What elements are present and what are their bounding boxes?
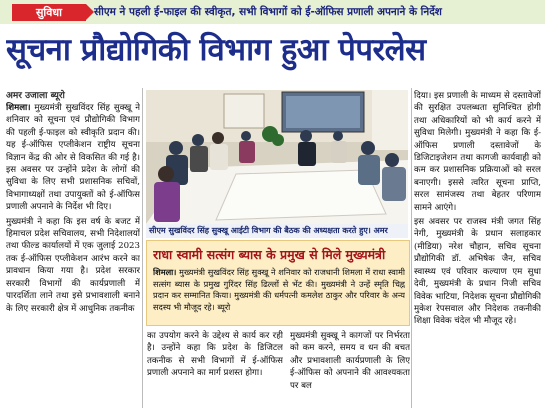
paragraph: इस अवसर पर राजस्व मंत्री जगत सिंह नेगी, मुख्यमंत्री के प्रधान सलाहकार (मीडिया) नरेश चौहान, सचिव सूचना प्रौद्योगिकी डॉ. अभिषेक जैन, सचिव स्वास्थ्य एवं परिवार कल्याण एम सुधा देवी, मुख्यमंत्री के प्रधान निजी सचिव विवेक भाटिया, निदेशक सूचना प्रौद्योगिकी मुकेश रेपसवाल और निदेशक तकनीकी शिक्षा विवेक चंदेल भी मौजूद रहे। bbox=[414, 217, 541, 327]
paragraph: मुख्यमंत्री ने कहा कि इस वर्ष के बजट में हिमाचल प्रदेश सचिवालय, सभी निदेशालयों तथा फील्ड कार्यालयों में एक जुलाई 2023 तक ई-ऑफिस एप्लीकेशन आरंभ करने का प्रावधान किया गया है। प्रदेश सरकार सरकारी विभागों की कार्यप्रणाली में पारदर्शिता लाने तथा इसे प्रभावशाली बनाने के लिए सरकारी क्षेत्र में आधुनिक तकनीक bbox=[6, 216, 140, 314]
headline: सूचना प्रौद्योगिकी विभाग हुआ पेपरलेस bbox=[6, 32, 426, 68]
subheadline: सीएम ने पहली ई-फाइल की स्वीकृत, सभी विभागों को ई-ऑफिस प्रणाली अपनाने के निर्देश bbox=[94, 6, 442, 18]
column-divider bbox=[142, 88, 143, 408]
paragraph: दिया। इस प्रणाली के माध्यम से दस्तावेजों की सुरक्षित उपलब्धता सुनिश्चित होगी तथा अधिकारियों को भी कार्य करने में सुविधा मिलेगी। मुख्यमंत्री ने कहा कि ई-ऑफिस प्रणाली दस्तावेजों के डिजिटाइजेशन तथा कागजी कार्यवाही को कम कर प्रशासनिक प्रक्रियाओं को सरल बनाएगी। इससे त्वरित सूचना प्राप्ति, सरल सामंजस्य तथा बेहतर परिणाम सामने आएंगे। bbox=[414, 91, 541, 213]
photo-caption bbox=[146, 224, 408, 238]
box-text: मुख्यमंत्री सुखविंदर सिंह सुक्खू ने शनिवार को राजधानी शिमला में राधा स्वामी सत्संग ब्यास के प्रमुख गुरिंदर सिंह ढिल्लों से भेंट की। मुख्यमंत्री ने उन्हें स्मृति चिह्न प्रदान कर सम्मानित किया। मुख्यमंत्री की धर्मपत्नी कमलेश ठाकुर और परिवार के अन्य सदस्य भी मौजूद रहे। ब्यूरो bbox=[153, 267, 405, 312]
caption-text: सीएम सुखविंदर सिंह सुक्खू आईटी विभाग की बैठक की अध्यक्षता करते हुए। bbox=[149, 226, 371, 235]
subhead-banner bbox=[0, 0, 545, 24]
news-photo bbox=[146, 90, 408, 224]
dateline: शिमला। bbox=[6, 103, 31, 113]
sidebar-news-box bbox=[146, 240, 410, 326]
dateline: शिमला। bbox=[153, 267, 177, 277]
article-column-3 bbox=[290, 330, 410, 410]
photo-credit: अमर bbox=[373, 226, 388, 235]
box-body bbox=[153, 267, 405, 325]
article-column-2 bbox=[147, 330, 283, 410]
meeting-room-image bbox=[146, 90, 408, 224]
paragraph: मुख्यमंत्री सुक्खू ने कागजों पर निर्भरता को कम करने, समय व धन की बचत और प्रभावशाली कार्यप्रणाली के लिए ई-ऑफिस को अपनाने की आवश्यकता पर बल bbox=[290, 331, 410, 391]
article-column-4 bbox=[414, 90, 541, 410]
article-column-1 bbox=[6, 102, 140, 408]
column-divider bbox=[411, 88, 412, 408]
paragraph: मुख्यमंत्री सुखविंदर सिंह सुक्खू ने शनिवार को सूचना एवं प्रौद्योगिकी विभाग की पहली ई-फाइल को स्वीकृति प्रदान की। यह ई-ऑफिस एप्लीकेशन राष्ट्रीय सूचना विज्ञान केंद्र की ओर से विकसित की गई है। इस अवसर पर उन्होंने प्रदेश के लोगों की सुविधा के लिए सभी प्रशासनिक सचिवों, विभागाध्यक्षों तथा उपायुक्तों को ई-ऑफिस प्रणाली अपनाने के निर्देश भी दिए। bbox=[6, 103, 140, 213]
section-tag: सुविधा bbox=[12, 4, 86, 21]
box-headline: राधा स्वामी सत्संग ब्यास के प्रमुख से मिले मुख्यमंत्री bbox=[153, 247, 386, 262]
paragraph: का उपयोग करने के उद्देश्य से कार्य कर रही है। उन्होंने कहा कि प्रदेश के डिजिटल तकनीक से सभी विभागों में ई-ऑफिस प्रणाली अपनाने का मार्ग प्रशस्त होगा। bbox=[147, 331, 283, 379]
byline: अमर उजाला ब्यूरो bbox=[6, 91, 65, 101]
